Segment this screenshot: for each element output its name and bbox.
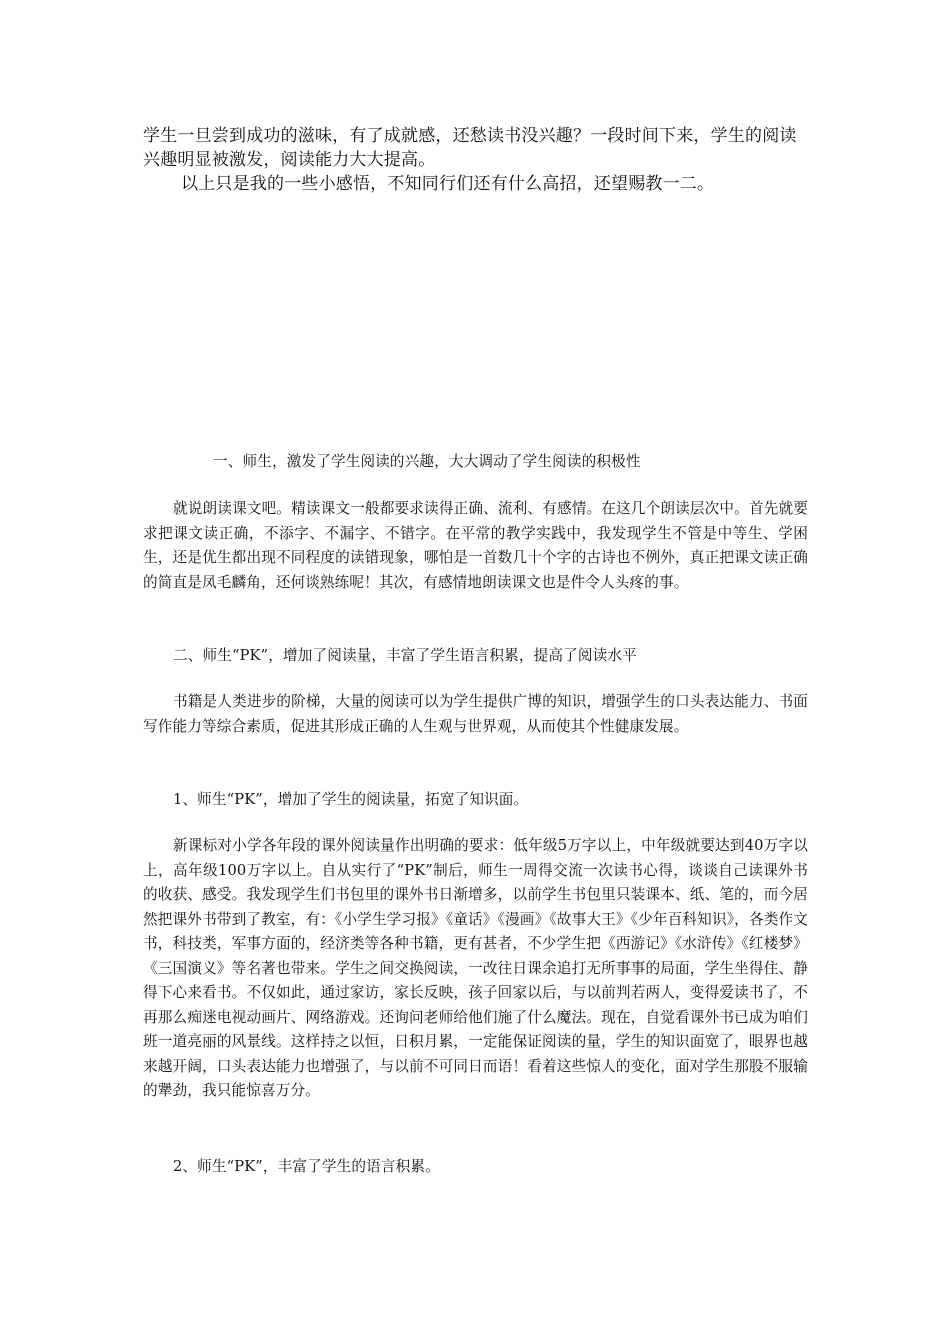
section2-heading: 二、师生“PK”，增加了阅读量，丰富了学生语言积累，提高了阅读水平 — [173, 647, 637, 664]
closing-paragraph: 学生一旦尝到成功的滋味，有了成就感，还愁读书没兴趣？一段时间下来，学生的阅读兴趣明显被激发，阅读能力大大提高。 — [143, 126, 797, 170]
subsection1-paragraph: 新课标对小学各年段的课外阅读量作出明确的要求：低年级5万字以上，中年级就要达到40万字以上，高年级100万字以上。自从实行了“PK”制后，师生一周得交流一次读书心得，谈谈自己读课外书的收获、感受。我发现学生们书包里的课外书日渐增多，以前学生书包里只装课本、纸、笔的，而今居然把课外书带到了教室，有：《小学生学习报》《童话》《漫画》《故事大王》《少年百科知识》，各类作文书，科技类，军事方面的，经济类等各种书籍，更有甚者，不少学生把《西游记》《水浒传》《红楼梦》《三国演义》等名著也带来。学生之间交换阅读，一改往日课余追打无所事事的局面，学生坐得住、静得下心来看书。不仅如此，通过家访，家长反映，孩子回家以后，与以前判若两人，变得爱读书了，不再那么痴迷电视动画片、网络游戏。还询问老师给他们施了什么魔法。现在，自觉看课外书已成为咱们班一道亮丽的风景线。这样持之以恒，日积月累，一定能保证阅读的量，学生的知识面宽了，眼界也越来越开阔，口头表达能力也增强了，与以前不可同日而语！看着这些惊人的变化，面对学生那股不服输的犟劲，我只能惊喜万分。 — [143, 837, 808, 1099]
closing-remark: 以上只是我的一些小感悟，不知同行们还有什么高招，还望赐教一二。 — [181, 174, 715, 194]
section1-paragraph: 就说朗读课文吧。精读课文一般都要求读得正确、流利、有感情。在这几个朗读层次中。首先就要求把课文读正确，不添字、不漏字、不错字。在平常的教学实践中，我发现学生不管是中等生、学困生，还是优生都出现不同程度的读错现象，哪怕是一首数几十个字的古诗也不例外，真正把课文读正确的简直是凤毛麟角，还何谈熟练呢！其次，有感情地朗读课文也是件令人头疼的事。 — [143, 500, 808, 591]
section1-heading: 一、师生，激发了学生阅读的兴趣，大大调动了学生阅读的积极性 — [213, 453, 641, 470]
section2-paragraph: 书籍是人类进步的阶梯，大量的阅读可以为学生提供广博的知识，增强学生的口头表达能力、书面写作能力等综合素质，促进其形成正确的人生观与世界观，从而使其个性健康发展。 — [143, 693, 808, 735]
subsection2-heading: 2、师生“PK”，丰富了学生的语言积累。 — [173, 1158, 440, 1175]
subsection1-heading: 1、师生“PK”，增加了学生的阅读量，拓宽了知识面。 — [173, 791, 529, 808]
